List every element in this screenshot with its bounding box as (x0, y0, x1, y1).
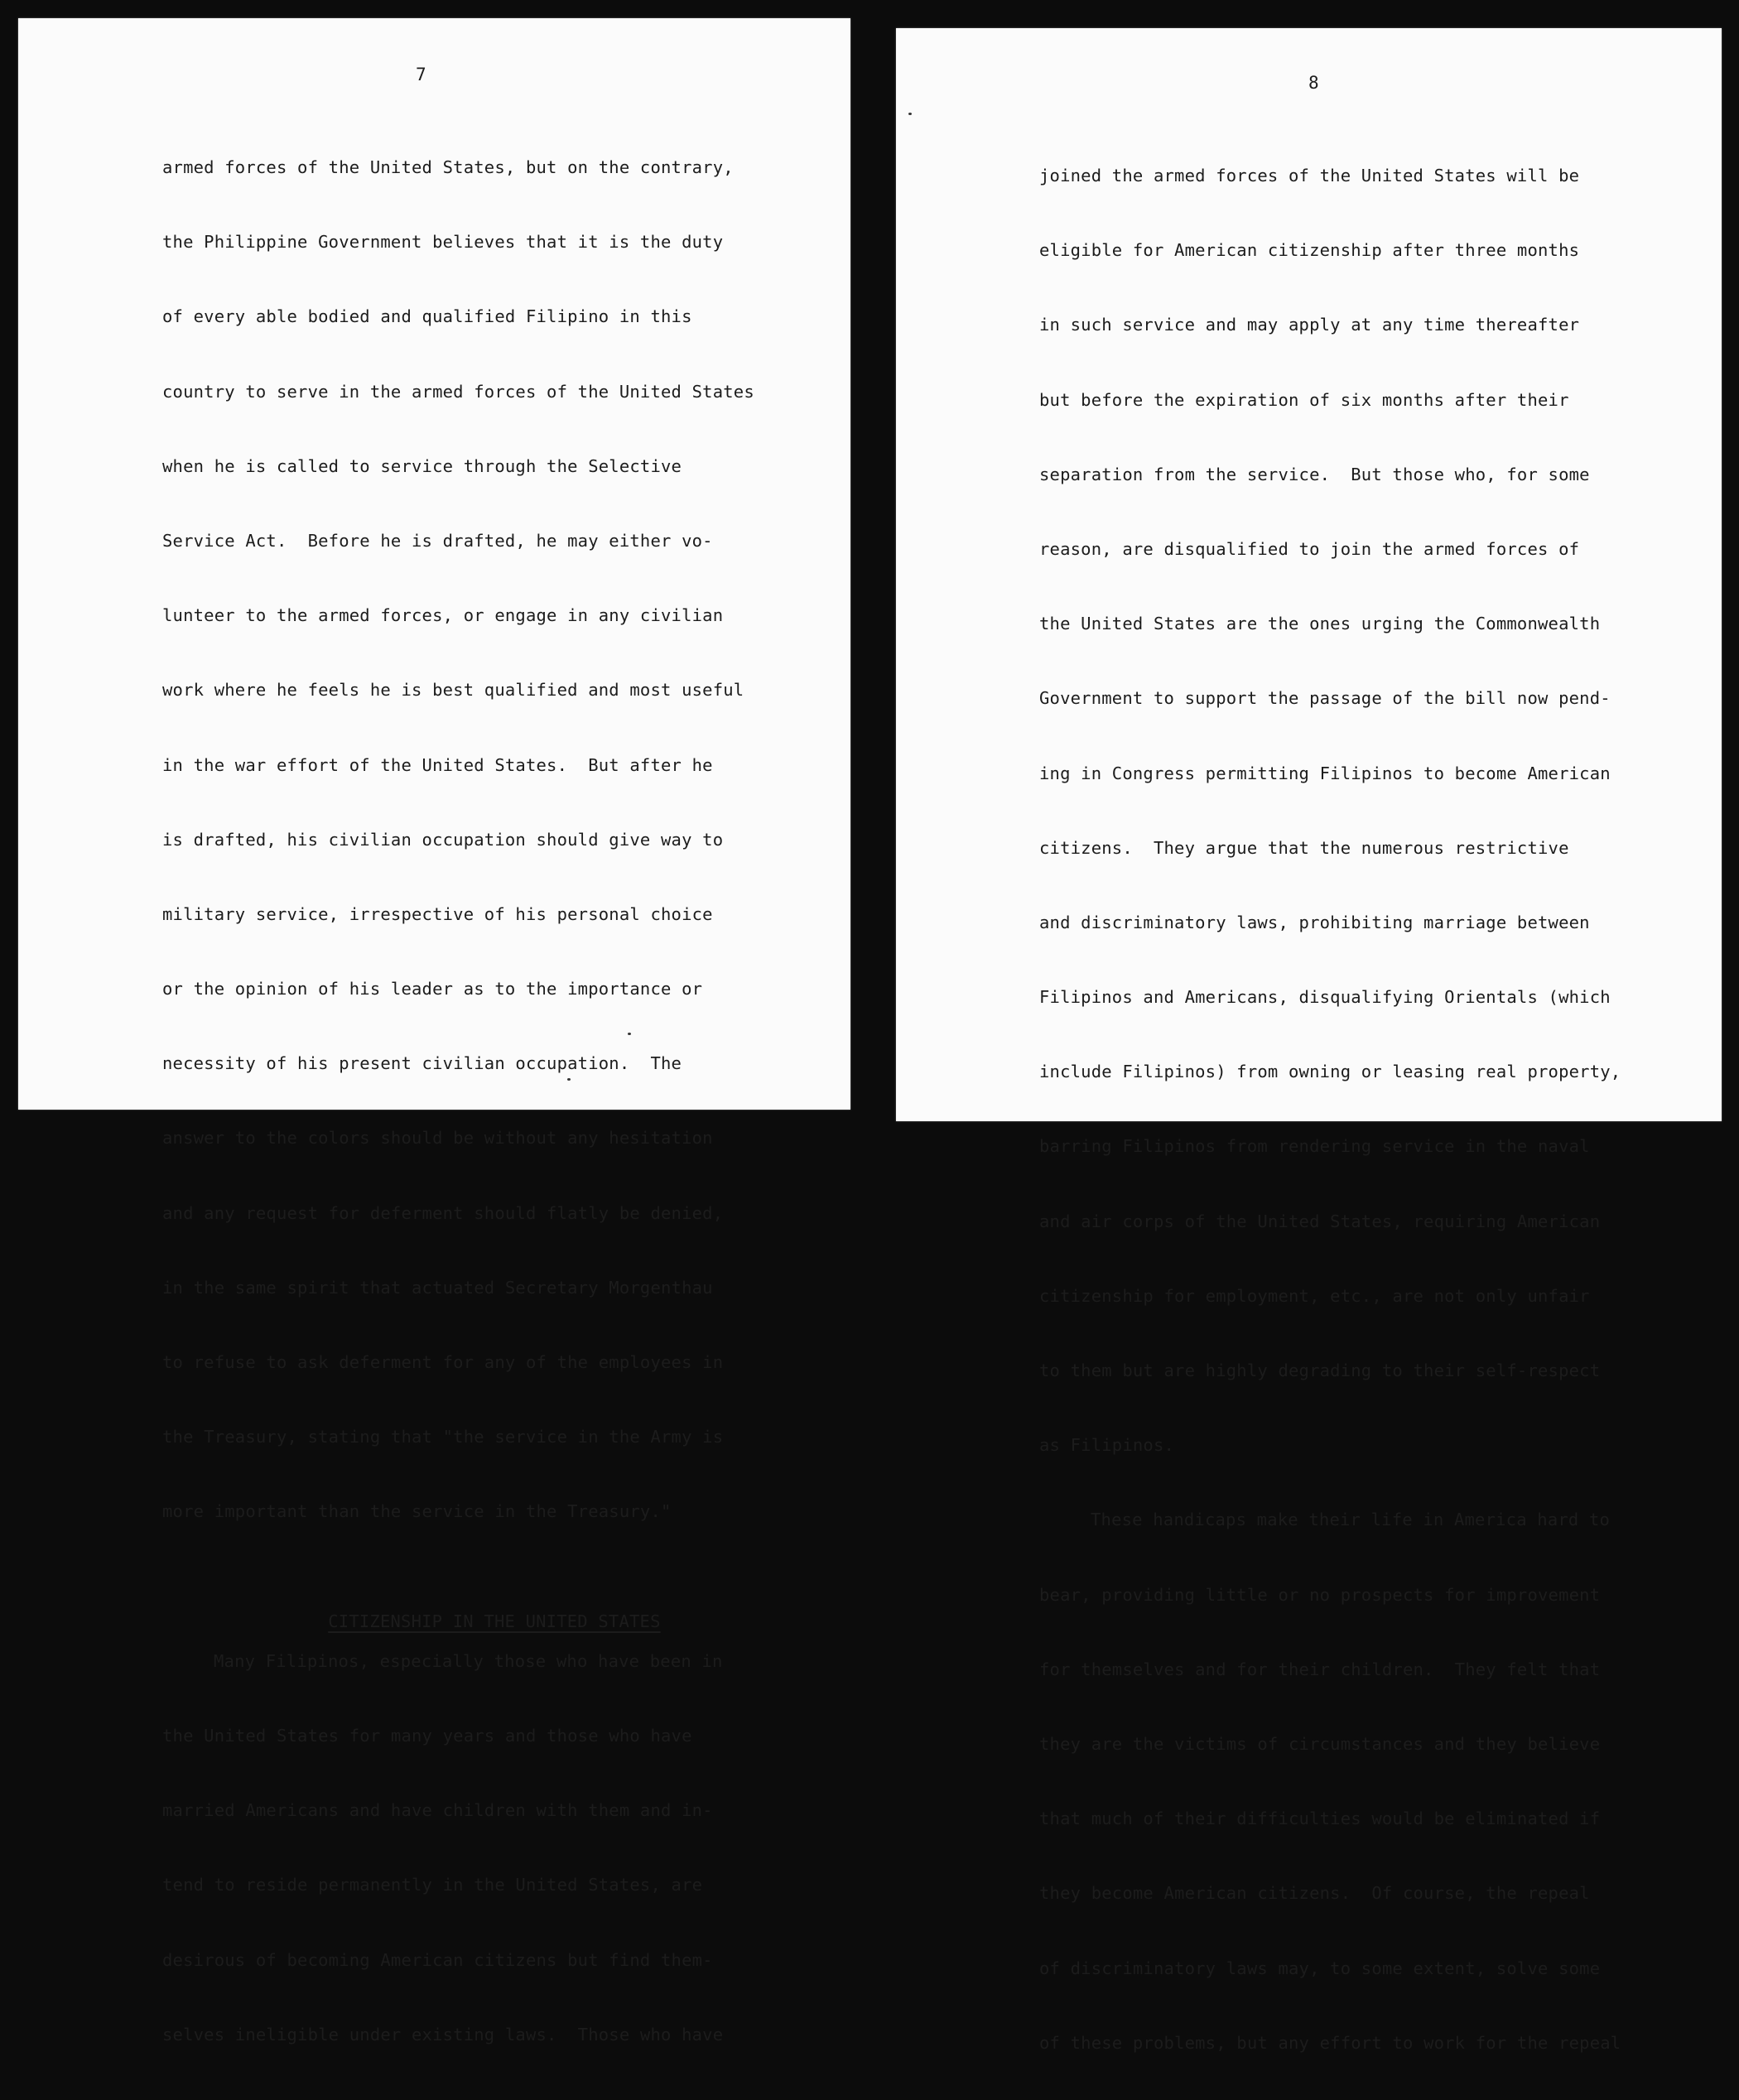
text-line: country to serve in the armed forces of the United States (162, 381, 754, 402)
text-line: to refuse to ask deferment for any of the employees in (162, 1352, 724, 1372)
text-line: tend to reside permanently in the United States, are (162, 1875, 703, 1895)
text-line: citizenship for employment, etc., are not only unfair (1039, 1285, 1590, 1306)
text-line: military service, irrespective of his personal choice (162, 903, 713, 924)
text-line: more important than the service in the Treasury." (162, 1501, 672, 1522)
text-line: of discriminatory laws may, to some extent, solve some (1039, 1958, 1601, 1978)
text-line: in the war effort of the United States. But after he (162, 754, 713, 775)
text-line: the United States are the ones urging the Commonwealth (1039, 614, 1601, 634)
text-line: is drafted, his civilian occupation should give way to (162, 829, 724, 850)
text-line: desirous of becoming American citizens but find them- (162, 1949, 713, 1970)
scan-speck (567, 1078, 571, 1081)
text-line: reason, are disqualified to join the armed forces of (1039, 538, 1580, 559)
text-line: armed forces of the United States, but on the contrary, (162, 157, 734, 177)
text-line: separation from the service. But those who, for some (1039, 464, 1590, 484)
text-line: include Filipinos) from owning or leasing real property, (1039, 1062, 1621, 1082)
text-line: of these problems, but any effort to work for the repeal (1039, 2032, 1621, 2053)
text-line: lunteer to the armed forces, or engage in any civilian (162, 605, 724, 626)
text-line: they become American citizens. Of course, the repeal (1039, 1883, 1590, 1904)
text-line: Filipinos and Americans, disqualifying Orientals (which (1039, 987, 1611, 1008)
text-line: work where he feels he is best qualified and most useful (162, 680, 744, 701)
page-body (1039, 118, 1621, 2100)
text-line: that much of their difficulties would be eliminated if (1039, 1809, 1601, 1829)
text-line: and air corps of the United States, requiring American (1039, 1211, 1601, 1231)
text-line: and any request for deferment should flatly be denied, (162, 1202, 724, 1223)
text-line: bear, providing little or no prospects for improvement (1039, 1584, 1601, 1605)
text-line: joined the armed forces of the United States will be (1039, 166, 1580, 185)
text-line: of every able bodied and qualified Filipino in this (162, 306, 692, 327)
text-line: These handicaps make their life in America hard to (1091, 1510, 1611, 1530)
text-line: necessity of his present civilian occupation. The (162, 1053, 682, 1074)
text-line: the Philippine Government believes that it is the duty (162, 232, 724, 253)
text-line: but before the expiration of six months after their (1039, 389, 1569, 410)
text-line: in the same spirit that actuated Secretary Morgenthau (162, 1277, 713, 1298)
text-line: citizens. They argue that the numerous restrictive (1039, 837, 1569, 858)
text-line: Government to support the passage of the bill now pend- (1039, 688, 1611, 709)
text-line: answer to the colors should be without any hesitation (162, 1128, 713, 1149)
text-line: when he is called to service through the Selective (162, 455, 682, 476)
text-line: Service Act. Before he is drafted, he may either vo- (162, 530, 713, 551)
text-line: selves ineligible under existing laws. Those who have (162, 2024, 724, 2045)
page-number: 7 (416, 65, 426, 84)
text-line: and discriminatory laws, prohibiting marriage between (1039, 912, 1590, 932)
scan-speck (628, 1033, 631, 1035)
text-line: for themselves and for their children. They felt that (1039, 1659, 1601, 1679)
text-line: the United States for many years and those who have (162, 1725, 692, 1746)
text-line: in such service and may apply at any time thereafter (1039, 315, 1580, 335)
page-body (162, 110, 754, 2092)
text-line: or the opinion of his leader as to the importance or (162, 979, 703, 999)
section-heading-text: CITIZENSHIP IN THE UNITED STATES (328, 1611, 661, 1631)
text-line: ing in Congress permitting Filipinos to become American (1039, 763, 1611, 783)
text-line: they are the victims of circumstances and they believe (1039, 1733, 1601, 1754)
text-line: eligible for American citizenship after three months (1039, 240, 1580, 261)
document-page-left (18, 18, 850, 2045)
page-number: 8 (1308, 73, 1319, 93)
text-line: married Americans and have children with them and in- (162, 1800, 713, 1821)
text-line: barring Filipinos from rendering service in the naval (1039, 1136, 1590, 1157)
scan-speck (908, 113, 912, 115)
document-page-right (896, 28, 1722, 2053)
text-line: to them but are highly degrading to their self-respect (1039, 1361, 1601, 1380)
text-line: as Filipinos. (1039, 1435, 1175, 1456)
text-line: Many Filipinos, especially those who have been in (214, 1650, 723, 1671)
section-heading (162, 1569, 754, 1631)
text-line: the Treasury, stating that "the service in the Army is (162, 1427, 724, 1447)
